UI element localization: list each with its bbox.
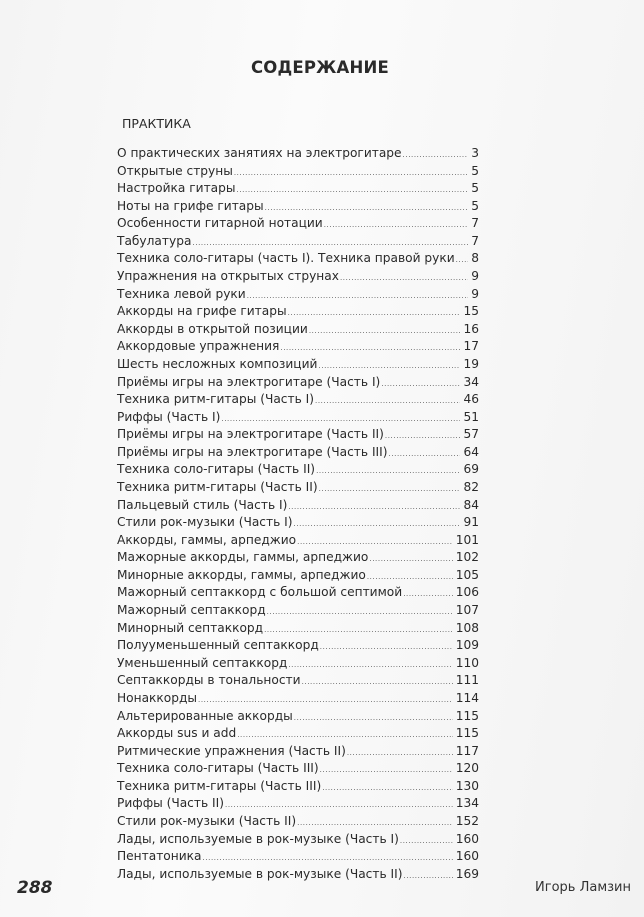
toc-entry-page: 46 <box>463 392 479 407</box>
toc-entry-page: 114 <box>455 690 479 705</box>
toc-entry <box>117 796 479 814</box>
toc-entry-title: Техника соло-гитары (Часть III) <box>117 761 319 776</box>
toc-entry <box>117 867 479 885</box>
toc-entry <box>117 445 479 463</box>
toc-entry-page: 169 <box>455 866 479 881</box>
toc-entry <box>117 304 479 322</box>
toc-entry-title: Минорные аккорды, гаммы, арпеджио <box>117 567 366 582</box>
dot-leader <box>322 784 453 792</box>
toc-entry-page: 16 <box>463 321 479 336</box>
toc-entry-title: Техника ритм-гитары (Часть I) <box>117 392 315 407</box>
dot-leader <box>316 467 460 475</box>
dot-leader <box>297 819 453 827</box>
dot-leader <box>234 169 468 177</box>
dot-leader <box>403 872 452 880</box>
dot-leader <box>237 186 468 194</box>
toc-entry-title: Аккорды, гаммы, арпеджио <box>117 532 297 547</box>
toc-entry-page: 15 <box>463 304 479 319</box>
dot-leader <box>367 573 453 581</box>
toc-entry-page: 110 <box>455 655 479 670</box>
toc-entry <box>117 726 479 744</box>
toc-entry-title: Нонаккорды <box>117 690 198 705</box>
toc-entry <box>117 375 479 393</box>
dot-leader <box>297 538 453 546</box>
dot-leader <box>369 555 452 563</box>
dot-leader <box>288 309 461 317</box>
toc-entry-page: 109 <box>455 638 479 653</box>
dot-leader <box>265 204 468 212</box>
dot-leader <box>388 450 460 458</box>
dot-leader <box>267 608 453 616</box>
toc-entry-title: Риффы (Часть I) <box>117 409 221 424</box>
toc-entry-title: Открытые струны <box>117 163 233 178</box>
toc-entry-page: 108 <box>455 620 479 635</box>
dot-leader <box>302 678 453 686</box>
toc-entry-title: Риффы (Часть II) <box>117 796 224 811</box>
dot-leader <box>403 151 468 159</box>
toc-entry-page: 69 <box>463 462 479 477</box>
toc-entry-page: 64 <box>463 444 479 459</box>
toc-entry-title: Шесть несложных композиций <box>117 356 318 371</box>
dot-leader <box>192 239 468 247</box>
dot-leader <box>264 626 453 634</box>
toc-entry-page: 5 <box>471 198 479 213</box>
toc-entry <box>117 761 479 779</box>
toc-entry-title: Мажорный септаккорд с большой септимой <box>117 585 403 600</box>
dot-leader <box>320 766 453 774</box>
toc-entry <box>117 269 479 287</box>
toc-entry <box>117 462 479 480</box>
toc-entry-page: 7 <box>471 216 479 231</box>
toc-entry-title: Техника ритм-гитары (Часть III) <box>117 778 322 793</box>
toc-entry <box>117 181 479 199</box>
dot-leader <box>294 714 453 722</box>
toc-entry-title: Настройка гитары <box>117 181 236 196</box>
toc-entry-title: Септаккорды в тональности <box>117 673 301 688</box>
dot-leader <box>225 801 453 809</box>
toc-entry <box>117 673 479 691</box>
toc-entry-page: 152 <box>455 813 479 828</box>
toc-entry-title: Особенности гитарной нотации <box>117 216 323 231</box>
toc-entry <box>117 621 479 639</box>
toc-entry-title: Лады, используемые в рок-музыке (Часть II) <box>117 866 403 881</box>
toc-entry <box>117 287 479 305</box>
toc-entry-page: 134 <box>455 796 479 811</box>
toc-entry-title: Мажорные аккорды, гаммы, арпеджио <box>117 550 369 565</box>
dot-leader <box>381 380 460 388</box>
dot-leader <box>294 520 461 528</box>
author-name: Игорь Ламзин <box>535 880 631 895</box>
toc-entry <box>117 533 479 551</box>
dot-leader <box>315 397 460 405</box>
toc-entry-title: Стили рок-музыки (Часть I) <box>117 515 293 530</box>
dot-leader <box>456 256 468 264</box>
toc-entry-title: Мажорный септаккорд <box>117 603 266 618</box>
toc-entry-title: Техника соло-гитары (часть I). Техника правой руки <box>117 251 455 266</box>
dot-leader <box>403 590 453 598</box>
toc-entry-page: 17 <box>463 339 479 354</box>
toc-entry-page: 9 <box>471 286 479 301</box>
dot-leader <box>288 661 452 669</box>
toc-entry <box>117 849 479 867</box>
dot-leader <box>340 274 468 282</box>
toc-entry-title: Приёмы игры на электрогитаре (Часть I) <box>117 374 381 389</box>
toc-entry-page: 115 <box>455 726 479 741</box>
toc-entry <box>117 234 479 252</box>
toc-entry-page: 34 <box>463 374 479 389</box>
page-title <box>0 58 644 77</box>
toc-entry-title: Ритмические упражнения (Часть II) <box>117 743 346 758</box>
toc-entry-title: Уменьшенный септаккорд <box>117 655 288 670</box>
toc-entry-title: Альтерированные аккорды <box>117 708 293 723</box>
table-of-contents <box>117 146 479 884</box>
dot-leader <box>198 696 453 704</box>
toc-entry <box>117 410 479 428</box>
page-number: 288 <box>17 878 53 898</box>
toc-entry-title: Техника ритм-гитары (Часть II) <box>117 479 318 494</box>
toc-entry-page: 106 <box>455 585 479 600</box>
toc-entry-title: Лады, используемые в рок-музыке (Часть I) <box>117 831 399 846</box>
toc-entry <box>117 709 479 727</box>
toc-entry-title: Упражнения на открытых струнах <box>117 269 339 284</box>
toc-entry-title: Пальцевый стиль (Часть I) <box>117 497 288 512</box>
toc-entry-page: 130 <box>455 778 479 793</box>
toc-entry-title: Техника соло-гитары (Часть II) <box>117 462 316 477</box>
toc-entry <box>117 814 479 832</box>
dot-leader <box>324 221 468 229</box>
toc-entry-page: 102 <box>455 550 479 565</box>
toc-entry <box>117 779 479 797</box>
toc-entry <box>117 832 479 850</box>
dot-leader <box>320 643 453 651</box>
toc-entry-page: 3 <box>471 146 479 160</box>
toc-entry-title: Полууменьшенный септаккорд <box>117 638 319 653</box>
toc-entry <box>117 199 479 217</box>
toc-entry-page: 115 <box>455 708 479 723</box>
dot-leader <box>288 503 460 511</box>
toc-entry-page: 101 <box>455 532 479 547</box>
title-text: СОДЕРЖАНИЕ <box>250 58 390 77</box>
dot-leader <box>385 432 461 440</box>
toc-entry <box>117 392 479 410</box>
dot-leader <box>202 854 452 862</box>
toc-entry <box>117 515 479 533</box>
toc-entry <box>117 744 479 762</box>
toc-entry <box>117 691 479 709</box>
dot-leader <box>347 749 453 757</box>
toc-entry-page: 91 <box>463 515 479 530</box>
toc-entry-page: 7 <box>471 233 479 248</box>
dot-leader <box>237 731 453 739</box>
toc-entry <box>117 550 479 568</box>
toc-entry <box>117 656 479 674</box>
toc-entry-page: 51 <box>463 409 479 424</box>
toc-entry <box>117 251 479 269</box>
dot-leader <box>318 362 460 370</box>
toc-entry-page: 84 <box>463 497 479 512</box>
toc-entry-page: 105 <box>455 567 479 582</box>
toc-entry <box>117 568 479 586</box>
toc-entry-title: Аккордовые упражнения <box>117 339 280 354</box>
toc-entry-title: Стили рок-музыки (Часть II) <box>117 813 297 828</box>
toc-entry-page: 120 <box>455 761 479 776</box>
toc-entry-page: 160 <box>455 831 479 846</box>
toc-entry-title: Аккорды sus и add <box>117 726 237 741</box>
toc-entry <box>117 164 479 182</box>
toc-entry-title: Аккорды в открытой позиции <box>117 321 308 336</box>
toc-entry-page: 57 <box>463 427 479 442</box>
toc-entry-page: 5 <box>471 163 479 178</box>
toc-entry-page: 111 <box>455 673 479 688</box>
toc-entry-title: Табулатура <box>117 233 192 248</box>
toc-entry <box>117 216 479 234</box>
toc-entry-title: О практических занятиях на электрогитаре <box>117 146 402 160</box>
toc-entry-title: Ноты на грифе гитары <box>117 198 264 213</box>
toc-entry-page: 9 <box>471 269 479 284</box>
dot-leader <box>400 837 453 845</box>
toc-entry <box>117 498 479 516</box>
toc-entry-title: Приёмы игры на электрогитаре (Часть III) <box>117 444 388 459</box>
toc-entry-page: 107 <box>455 603 479 618</box>
toc-entry-page: 8 <box>471 251 479 266</box>
dot-leader <box>280 344 460 352</box>
toc-entry <box>117 339 479 357</box>
toc-entry-title: Техника левой руки <box>117 286 246 301</box>
dot-leader <box>309 327 461 335</box>
toc-entry <box>117 146 479 164</box>
dot-leader <box>319 485 461 493</box>
dot-leader <box>221 415 460 423</box>
toc-entry-title: Аккорды на грифе гитары <box>117 304 287 319</box>
toc-entry-title: Приёмы игры на электрогитаре (Часть II) <box>117 427 384 442</box>
toc-entry <box>117 322 479 340</box>
toc-entry-page: 117 <box>455 743 479 758</box>
toc-entry-page: 5 <box>471 181 479 196</box>
toc-entry-title: Пентатоника <box>117 849 202 864</box>
toc-entry <box>117 480 479 498</box>
toc-entry-page: 19 <box>463 356 479 371</box>
toc-entry <box>117 427 479 445</box>
toc-entry-title: Минорный септаккорд <box>117 620 264 635</box>
section-heading: ПРАКТИКА <box>122 116 191 131</box>
toc-entry-page: 160 <box>455 849 479 864</box>
toc-entry-page: 82 <box>463 479 479 494</box>
toc-entry <box>117 638 479 656</box>
toc-entry <box>117 603 479 621</box>
toc-entry <box>117 357 479 375</box>
toc-entry <box>117 585 479 603</box>
dot-leader <box>247 292 468 300</box>
